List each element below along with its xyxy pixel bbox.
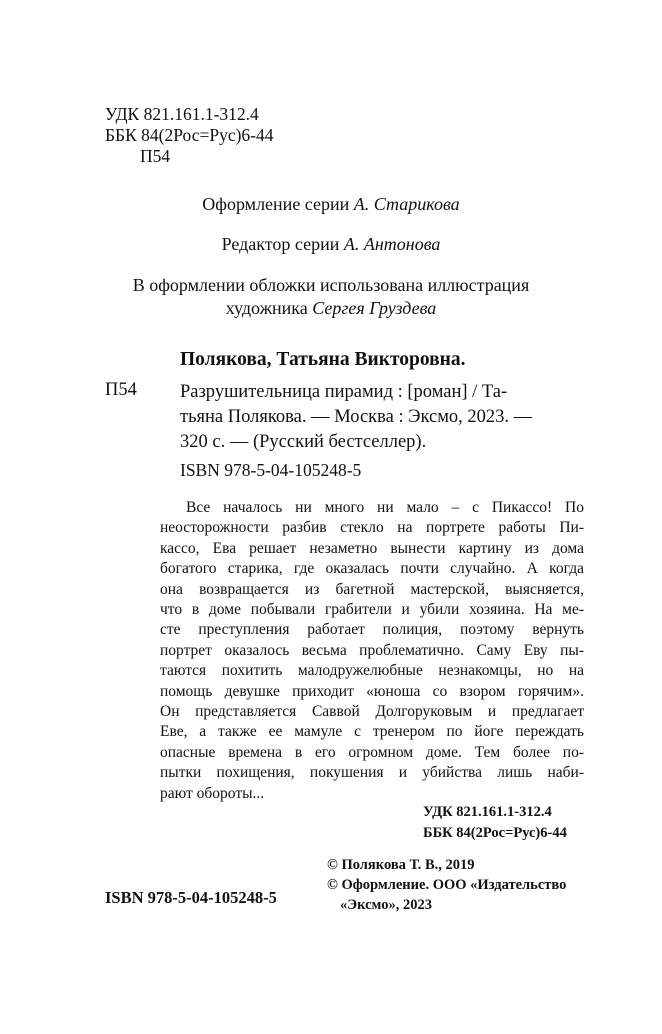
series-editor-label: Редактор серии (221, 234, 340, 254)
annotation-line: рают обороты... (160, 784, 265, 802)
bibliographic-description (180, 380, 532, 455)
udk-code: УДК 821.161.1-312.4 (105, 104, 259, 124)
bib-line: 320 с. — (Русский бестселлер). (180, 432, 427, 452)
annotation-line: таются похитить малодружелюбные незнакомцы, но на (160, 662, 584, 680)
annotation-line: кассо, Ева решает незаметно вынести картину из дома (160, 539, 584, 557)
annotation-line: сте преступления работает полиция, поэтому вернуть (160, 621, 584, 639)
annotation-line: Еве, а также ее мамуле с тренером по йоге переждать (160, 723, 584, 741)
bbk-code: ББК 84(2Рос=Рус)6-44 (105, 125, 274, 145)
series-design-credit (0, 193, 662, 216)
bottom-udk-code: УДК 821.161.1-312.4 (423, 804, 552, 820)
annotation-line: помощь девушке приходит «юноша со взором горячим». (160, 682, 584, 700)
bottom-classification-codes (423, 802, 567, 844)
copyright-design-cont: «Эксмо», 2023 (340, 897, 432, 913)
series-design-name: А. Старикова (353, 194, 460, 214)
annotation-line: она возвращается из багетной мастерской, выясняется, (160, 580, 584, 598)
series-editor-name: А. Антонова (343, 234, 441, 254)
author-heading: Полякова, Татьяна Викторовна. (180, 349, 466, 370)
copyright-design: © Оформление. ООО «Издательство (327, 877, 567, 893)
copyright-author: © Полякова Т. В., 2019 (327, 857, 475, 873)
bottom-bbk-code: ББК 84(2Рос=Рус)6-44 (423, 825, 567, 841)
cover-artist-name: Сергея Груздева (312, 298, 437, 318)
author-mark: П54 (140, 146, 171, 166)
cover-credit-line2 (0, 297, 662, 320)
annotation-line: портрет оказалось весьма проблематично. Саму Еву пы- (160, 641, 584, 659)
bib-author-mark: П54 (105, 380, 137, 400)
isbn: ISBN 978-5-04-105248-5 (180, 460, 362, 480)
series-editor-credit (0, 233, 662, 256)
annotation (160, 498, 584, 804)
bib-line: Разрушительница пирамид : [роман] / Та- (180, 382, 508, 402)
cover-credit-prefix: художника (225, 298, 308, 318)
cover-credit-line1: В оформлении обложки использована иллюстрация (132, 275, 530, 295)
annotation-line: Все началось ни много ни мало – с Пикассо! По (186, 499, 584, 516)
bib-line: тьяна Полякова. — Москва : Эксмо, 2023. — (180, 407, 533, 427)
annotation-line: богатого старика, где оказалась почти случайно. А когда (160, 560, 584, 578)
annotation-line: что в доме побывали грабители и убили хозяина. На ме- (160, 601, 584, 619)
cover-credit (0, 274, 662, 320)
annotation-line: неосторожности разбив стекло на портрете работы Пи- (160, 519, 584, 537)
series-design-label: Оформление серии (202, 194, 350, 214)
copyright-block (327, 855, 566, 915)
classification-codes (105, 104, 274, 167)
annotation-line: опасные времена в его огромном доме. Тем более по- (160, 743, 584, 761)
annotation-line: пытки похищения, покушения и убийства лишь наби- (160, 764, 584, 782)
bottom-isbn: ISBN 978-5-04-105248-5 (105, 888, 277, 907)
annotation-line: Он представляется Саввой Долгоруковым и предлагает (160, 703, 584, 721)
